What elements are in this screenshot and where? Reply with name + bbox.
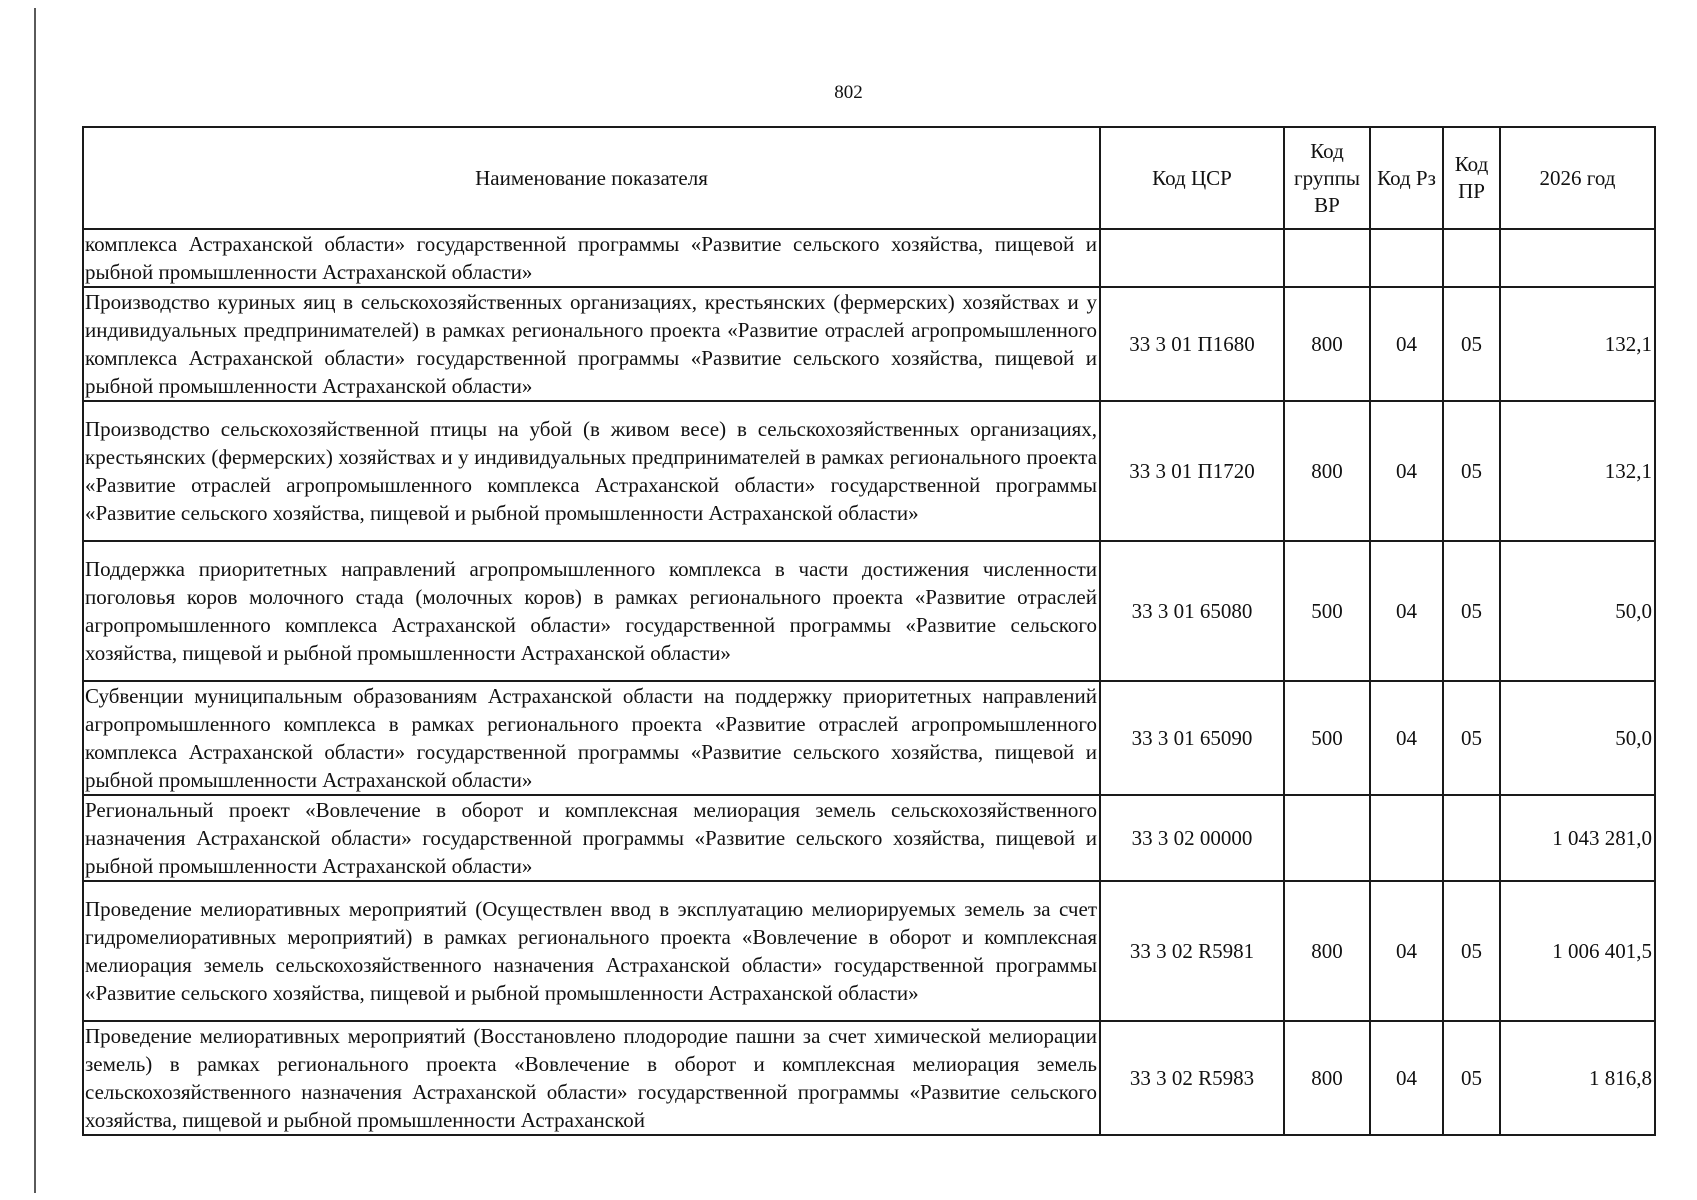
cell-pr: 05: [1443, 681, 1500, 795]
cell-csr: 33 3 02 R5983: [1100, 1021, 1284, 1135]
cell-rz: 04: [1370, 541, 1443, 681]
cell-name: Проведение мелиоративных мероприятий (Осуществлен ввод в эксплуатацию мелиорируемых земель за счет гидромелиоративных мероприятий) в рамках регионального проекта «Вовлечение в оборот и комплексная мелиорация земель сельскохозяйственного назначения Астраханской области» государственной программы «Развитие сельского хозяйства, пищевой и рыбной промышленности Астраханской области»: [83, 881, 1100, 1021]
cell-csr: 33 3 01 65080: [1100, 541, 1284, 681]
cell-vr: 800: [1284, 401, 1370, 541]
table-row: [83, 881, 1655, 1021]
cell-name: Производство куриных яиц в сельскохозяйственных организациях, крестьянских (фермерских) хозяйствах и у индивидуальных предпринимателей) в рамках регионального проекта «Развитие отраслей агропромышленного комплекса Астраханской области» государственной программы «Развитие сельского хозяйства, пищевой и рыбной промышленности Астраханской области»: [83, 287, 1100, 401]
cell-name: Поддержка приоритетных направлений агропромышленного комплекса в части достижения численности поголовья коров молочного стада (молочных коров) в рамках регионального проекта «Развитие отраслей агропромышленного комплекса Астраханской области» государственной программы «Развитие сельского хозяйства, пищевой и рыбной промышленности Астраханской области»: [83, 541, 1100, 681]
cell-vr: 500: [1284, 541, 1370, 681]
page-number: 802: [834, 82, 863, 103]
table-row: [83, 541, 1655, 681]
cell-pr: 05: [1443, 287, 1500, 401]
cell-rz: [1370, 229, 1443, 287]
table-row: [83, 681, 1655, 795]
table-header-row: [83, 127, 1655, 229]
cell-pr: 05: [1443, 401, 1500, 541]
cell-rz: 04: [1370, 681, 1443, 795]
cell-amount: 50,0: [1500, 541, 1655, 681]
scan-edge-line: [34, 8, 36, 1193]
cell-amount: [1500, 229, 1655, 287]
table-row: [83, 795, 1655, 881]
cell-vr: 800: [1284, 881, 1370, 1021]
header-year-2026: 2026 год: [1500, 127, 1655, 229]
cell-csr: 33 3 01 П1720: [1100, 401, 1284, 541]
cell-csr: 33 3 01 П1680: [1100, 287, 1284, 401]
cell-amount: 1 043 281,0: [1500, 795, 1655, 881]
cell-rz: 04: [1370, 401, 1443, 541]
cell-vr: [1284, 229, 1370, 287]
cell-vr: 500: [1284, 681, 1370, 795]
cell-name: комплекса Астраханской области» государственной программы «Развитие сельского хозяйства, пищевой и рыбной промышленности Астраханской области»: [83, 229, 1100, 287]
cell-pr: [1443, 229, 1500, 287]
cell-amount: 132,1: [1500, 401, 1655, 541]
cell-pr: 05: [1443, 541, 1500, 681]
table-row: [83, 401, 1655, 541]
header-rz-code: Код Рз: [1370, 127, 1443, 229]
cell-amount: 1 006 401,5: [1500, 881, 1655, 1021]
cell-name: Проведение мелиоративных мероприятий (Восстановлено плодородие пашни за счет химической мелиорации земель) в рамках регионального проекта «Вовлечение в оборот и комплексная мелиорация земель сельскохозяйственного назначения Астраханской области» государственной программы «Развитие сельского хозяйства, пищевой и рыбной промышленности Астраханской: [83, 1021, 1100, 1135]
cell-rz: 04: [1370, 881, 1443, 1021]
cell-pr: 05: [1443, 881, 1500, 1021]
table-row: [83, 1021, 1655, 1135]
cell-rz: 04: [1370, 287, 1443, 401]
cell-vr: 800: [1284, 1021, 1370, 1135]
cell-csr: 33 3 02 00000: [1100, 795, 1284, 881]
cell-csr: 33 3 01 65090: [1100, 681, 1284, 795]
table-row: [83, 287, 1655, 401]
header-name: Наименование показателя: [83, 127, 1100, 229]
cell-name: Производство сельскохозяйственной птицы на убой (в живом весе) в сельскохозяйственных организациях, крестьянских (фермерских) хозяйствах и у индивидуальных предпринимателей в рамках регионального проекта «Развитие отраслей агропромышленного комплекса Астраханской области» государственной программы «Развитие сельского хозяйства, пищевой и рыбной промышленности Астраханской области»: [83, 401, 1100, 541]
cell-name: Региональный проект «Вовлечение в оборот и комплексная мелиорация земель сельскохозяйственного назначения Астраханской области» государственной программы «Развитие сельского хозяйства, пищевой и рыбной промышленности Астраханской области»: [83, 795, 1100, 881]
header-csr-code: Код ЦСР: [1100, 127, 1284, 229]
header-pr-code: Код ПР: [1443, 127, 1500, 229]
cell-amount: 50,0: [1500, 681, 1655, 795]
cell-vr: 800: [1284, 287, 1370, 401]
cell-amount: 132,1: [1500, 287, 1655, 401]
cell-name: Субвенции муниципальным образованиям Астраханской области на поддержку приоритетных направлений агропромышленного комплекса в рамках регионального проекта «Развитие отраслей агропромышленного комплекса Астраханской области» государственной программы «Развитие сельского хозяйства, пищевой и рыбной промышленности Астраханской области»: [83, 681, 1100, 795]
cell-csr: 33 3 02 R5981: [1100, 881, 1284, 1021]
header-vr-group-code: Код группы ВР: [1284, 127, 1370, 229]
cell-rz: [1370, 795, 1443, 881]
cell-csr: [1100, 229, 1284, 287]
table-row: [83, 229, 1655, 287]
cell-pr: [1443, 795, 1500, 881]
cell-pr: 05: [1443, 1021, 1500, 1135]
cell-vr: [1284, 795, 1370, 881]
budget-table: [82, 126, 1656, 1136]
cell-amount: 1 816,8: [1500, 1021, 1655, 1135]
cell-rz: 04: [1370, 1021, 1443, 1135]
